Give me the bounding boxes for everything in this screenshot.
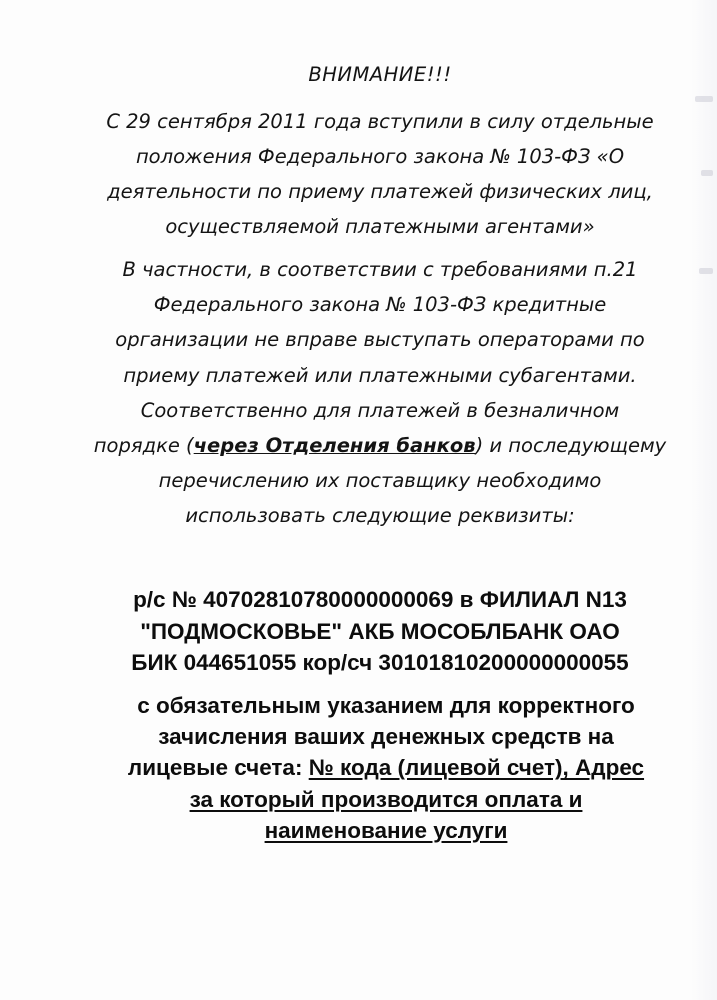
paragraph-line: Соответственно для платежей в безналичном: [140, 398, 620, 422]
line-text: порядке (: [93, 434, 194, 458]
paragraph-line: положения Федерального закона № 103-ФЗ «О: [135, 145, 625, 168]
emphasized-bank-branches: через Отделения банков: [193, 434, 476, 458]
paragraph-line: Федерального закона № 103-ФЗ кредитные: [153, 293, 607, 317]
paragraph-line: использовать следующие реквизиты:: [185, 504, 575, 528]
paragraph-line: В частности, в соответствии с требованиями п.21: [122, 258, 638, 281]
payment-instruction: [56, 690, 716, 846]
law-intro-paragraph: [80, 104, 680, 244]
required-fields-underlined: наименование услуги: [264, 817, 508, 843]
bleed-through-mark: [701, 170, 713, 176]
bank-name-line: "ПОДМОСКОВЬЕ" АКБ МОСОБЛБАНК ОАО: [140, 618, 620, 644]
instruction-line: [56, 752, 716, 783]
instruction-line: [56, 784, 716, 815]
paragraph-line: [80, 428, 680, 463]
required-fields-underlined: № кода (лицевой счет), Адрес: [308, 755, 645, 781]
paragraph-line: перечислению их поставщику необходимо: [158, 469, 602, 493]
scan-edge-shadow: [691, 0, 717, 1000]
bik-correspondent-line: БИК 044651055 кор/сч 30101810200000000055: [131, 650, 629, 675]
line-text: ) и последующему: [475, 434, 667, 458]
bleed-through-mark: [699, 268, 713, 274]
instruction-line: зачисления ваших денежных средств на: [158, 724, 614, 750]
required-fields-underlined: за который производится оплата и: [189, 786, 583, 812]
paragraph-line: организации не вправе выступать операторами по: [115, 328, 645, 352]
paragraph-line: С 29 сентября 2011 года вступили в силу отдельные: [106, 110, 654, 133]
bleed-through-mark: [695, 96, 713, 102]
paragraph-line: деятельности по приему платежей физических лиц,: [107, 180, 653, 203]
line-text: лицевые счета:: [127, 755, 309, 781]
bank-account-line: р/с № 40702810780000000069 в ФИЛИАЛ N13: [133, 587, 627, 612]
bank-details: [70, 584, 690, 679]
requirements-paragraph: [80, 252, 680, 534]
instruction-line: с обязательным указанием для корректного: [137, 693, 635, 718]
instruction-line: [56, 815, 716, 846]
paragraph-line: осуществляемой платежными агентами»: [165, 215, 595, 238]
paragraph-line: приему платежей или платежными субагентами.: [123, 363, 637, 387]
notice-title: ВНИМАНИЕ!!!: [308, 63, 452, 86]
